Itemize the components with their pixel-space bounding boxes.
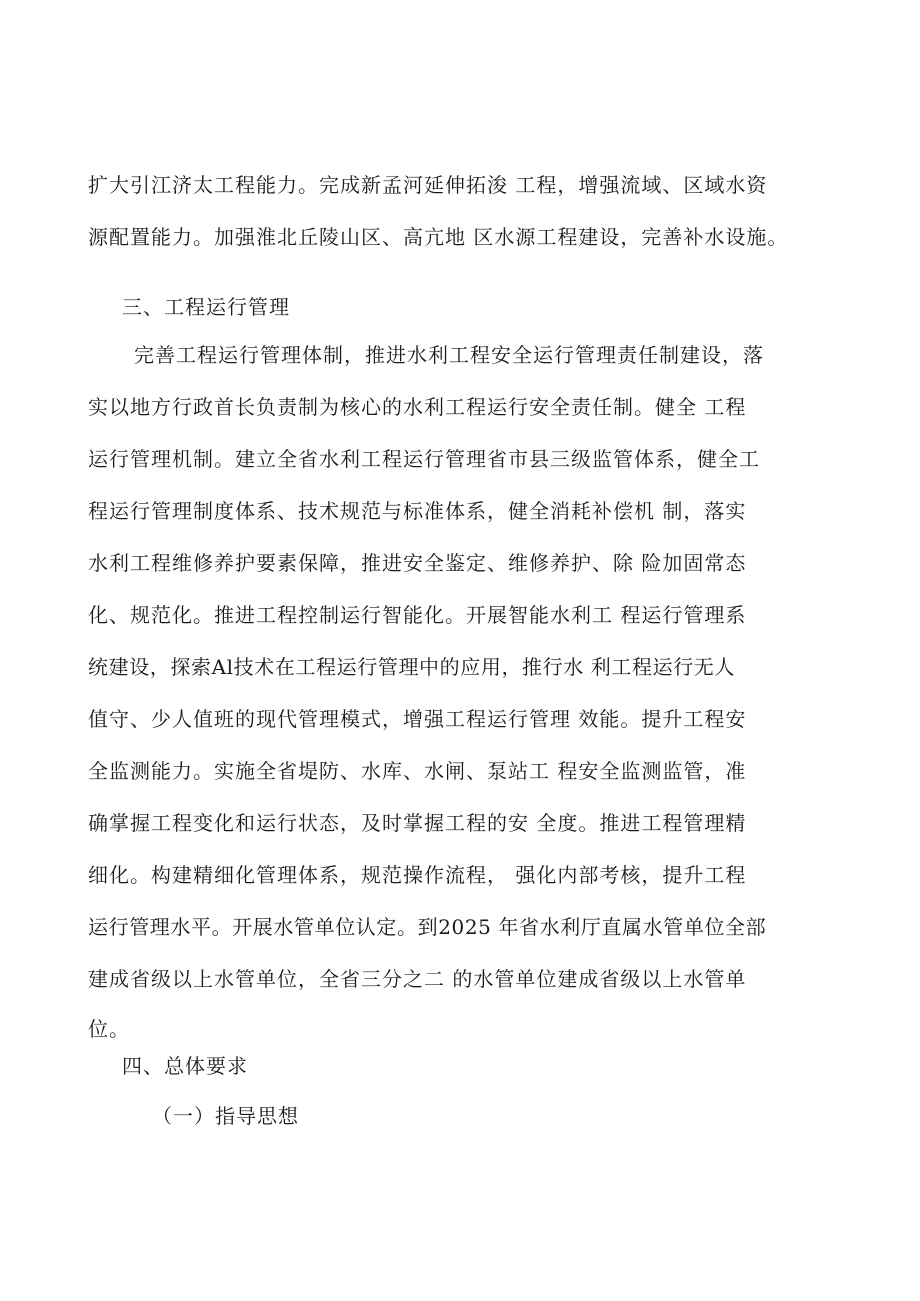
paragraph-line: 源配置能力。加强淮北丘陵山区、高亢地 区水源工程建设，完善补水设施。 (88, 225, 789, 249)
paragraph-line: 扩大引江济太工程能力。完成新孟河延伸拓浚 工程，增强流域、区域水资 (88, 173, 768, 197)
paragraph-line: 运行管理水平。开展水管单位认定。到2025 年省水利厅直属水管单位全部 (88, 915, 767, 939)
paragraph-line: 位。 (88, 1017, 130, 1041)
subsection-heading: （一）指导思想 (152, 1104, 299, 1128)
paragraph-line: 值守、少人值班的现代管理模式，增强工程运行管理 效能。提升工程安 (88, 707, 747, 731)
paragraph-line: 实以地方行政首长负责制为核心的水利工程运行安全责任制。健全 工程 (88, 395, 747, 419)
paragraph-line: 细化。构建精细化管理体系，规范操作流程， 强化内部考核，提升工程 (88, 863, 747, 887)
section-heading: 四、总体要求 (122, 1054, 248, 1078)
paragraph-line: 运行管理机制。建立全省水利工程运行管理省市县三级监管体系，健全工 (88, 447, 760, 471)
paragraph-line: 确掌握工程变化和运行状态，及时掌握工程的安 全度。推进工程管理精 (88, 811, 747, 835)
paragraph-line: 全监测能力。实施全省堤防、水库、水闸、泵站工 程安全监测监管，准 (88, 759, 747, 783)
paragraph-line: 统建设，探索Al技术在工程运行管理中的应用，推行水 利工程运行无人 (88, 655, 735, 679)
paragraph-line: 完善工程运行管理体制，推进水利工程安全运行管理责任制建设，落 (134, 343, 764, 367)
paragraph-line: 程运行管理制度体系、技术规范与标准体系，健全消耗补偿机 制，落实 (88, 499, 747, 523)
paragraph-line: 水利工程维修养护要素保障，推进安全鉴定、维修养护、除 险加固常态 (88, 551, 747, 575)
paragraph-line: 建成省级以上水管单位，全省三分之二 的水管单位建成省级以上水管单 (88, 967, 747, 991)
paragraph-line: 化、规范化。推进工程控制运行智能化。开展智能水利工 程运行管理系 (88, 603, 747, 627)
section-heading: 三、工程运行管理 (122, 295, 290, 319)
